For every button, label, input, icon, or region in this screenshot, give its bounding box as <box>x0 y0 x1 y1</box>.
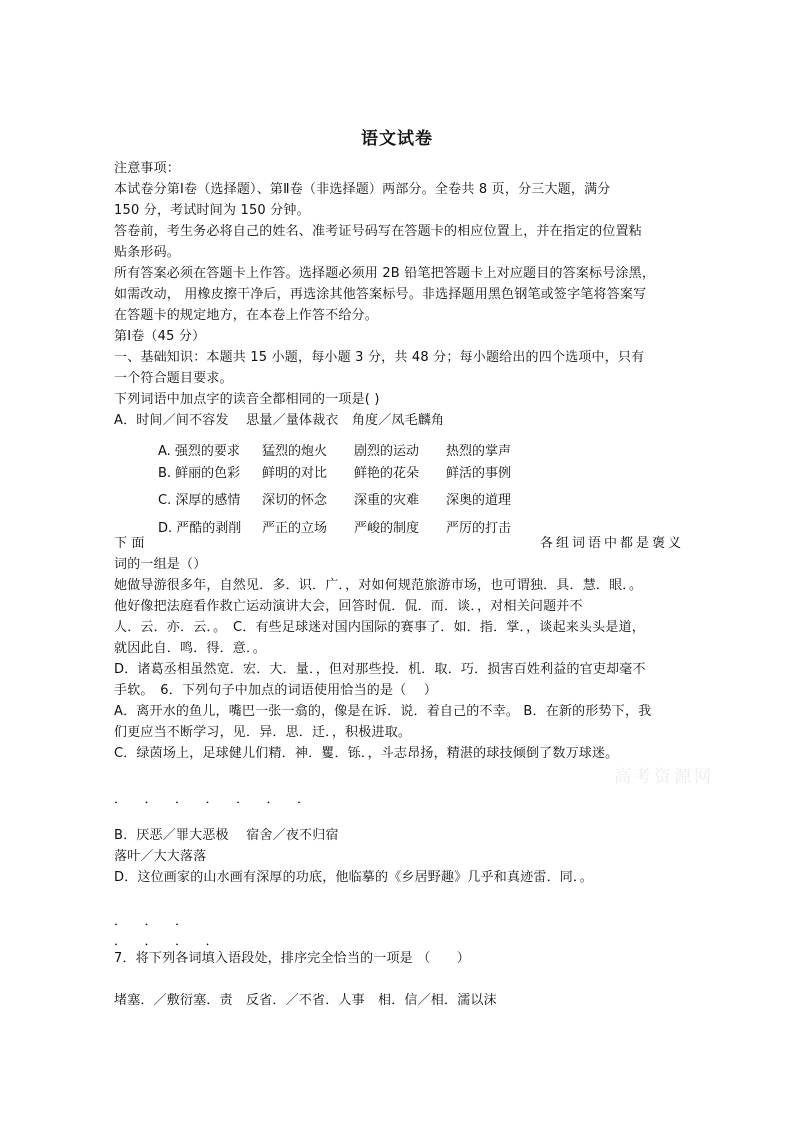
notice-line-1: 本试卷分第Ⅰ卷（选择题）、第Ⅱ卷（非选择题）两部分。全卷共 8 页，分三大题，满分 <box>114 182 611 197</box>
question-stem-right: 各组词语中都是褒义 <box>540 536 685 551</box>
watermark: 高考资源网 <box>614 767 714 787</box>
notice-line-7: 在答题卡的规定地方，在本卷上作答不给分。 <box>114 308 379 323</box>
question-stem-left: 下 面 <box>114 536 145 551</box>
question-1-stem: 下列词语中加点字的读音全都相同的一项是( ) <box>114 392 380 407</box>
question-item-1: 她做导游很多年，自然见．多．识．广．，对如何规范旅游市场，也可谓独．具．慧．眼．。 <box>114 578 643 593</box>
question-6-option-b-cont: 们更应当不断学习，见．异．思．迁．，积极进取。 <box>114 725 412 740</box>
part-one-instruction: 一、基础知识：本题共 15 小题，每小题 3 分，共 48 分；每小题给出的四个选项中，只有 <box>114 350 645 365</box>
option-b-3: 鲜艳的花朵 <box>354 466 420 481</box>
notice-line-3: 答卷前，考生务必将自己的姓名、准考证号码写在答题卡的相应位置上，并在指定的位置粘 <box>114 224 643 239</box>
part-one-instruction-cont: 一个符合题目要求。 <box>114 371 233 386</box>
question-option-b-line: B．厌恶／罪大恶极 宿舍／夜不归宿 <box>114 828 339 843</box>
notice-line-2: 150 分，考试时间为 150 分钟。 <box>114 203 310 218</box>
notice-line-6: 如需改动， 用橡皮擦干净后，再选涂其他答案标号。非选择题用黑色钢笔或签字笔将答案写 <box>114 287 647 302</box>
question-6-option-c: C．绿茵场上，足球健儿们精．神．矍．铄．，斗志昂扬，精湛的球技倾倒了数万球迷。 <box>114 746 619 761</box>
question-item-5: D．诸葛丞相虽然宽．宏．大．量．，但对那些投．机．取．巧．损害百姓利益的官吏却毫不 <box>114 662 646 677</box>
option-row-c <box>158 492 511 510</box>
question-6-option-d: D．这位画家的山水画有深厚的功底，他临摹的《乡居野趣》几乎和真迹雷．同．。 <box>114 870 593 885</box>
option-d-4: 严厉的打击 <box>446 521 512 536</box>
option-a-1: A. 强烈的要求 <box>158 444 240 459</box>
question-7-stem: 7．将下列各词填入语段处，排序完全恰当的一项是 （ ） <box>114 951 471 966</box>
notice-heading: 注意事项： <box>114 161 181 176</box>
option-d-3: 严峻的制度 <box>354 521 420 536</box>
question-6-stem: 手软。 6．下列句子中加点的词语使用恰当的是（ ） <box>114 683 438 698</box>
question-6-option-ab: A．离开水的鱼儿，嘴巴一张一翕的，像是在诉．说．着自己的不幸。 B．在新的形势下，我 <box>114 704 652 719</box>
question-7-words: 堵塞．／敷衍塞．责 反省．／不省．人事 相．信／相．濡以沫 <box>114 993 497 1008</box>
emphasis-dots-row-3: ．．．． <box>114 934 243 949</box>
section-heading: 第Ⅰ卷（45 分） <box>114 329 206 344</box>
option-b-1: B. 鲜丽的色彩 <box>158 466 241 481</box>
question-item-4: 就因此自．鸣．得．意．。 <box>114 641 266 656</box>
option-d-2: 严正的立场 <box>262 521 328 536</box>
option-a-3: 剧烈的运动 <box>354 444 420 459</box>
option-row-a <box>158 443 511 461</box>
option-c-2: 深切的怀念 <box>262 493 328 508</box>
option-c-1: C. 深厚的感情 <box>158 493 241 508</box>
notice-line-5: 所有答案必须在答题卡上作答。选择题必须用 2B 铅笔把答题卡上对应题目的答案标号涂黑， <box>114 266 656 281</box>
question-1-option-a: A．时间／间不容发 思量／量体裁衣 角度／凤毛麟角 <box>114 413 445 428</box>
question-item-2: 他好像把法庭看作救亡运动演讲大会，回答时侃．侃．而．谈．，对相关问题并不 <box>114 599 583 614</box>
emphasis-dots-row-2: ．．． <box>114 914 213 929</box>
option-d-1: D. 严酷的剥削 <box>158 521 242 536</box>
page-title: 语文试卷 <box>361 129 433 149</box>
question-option-b-cont: 落叶／大大落落 <box>114 849 207 864</box>
option-a-4: 热烈的掌声 <box>446 444 512 459</box>
notice-line-4: 贴条形码。 <box>114 245 181 260</box>
option-c-3: 深重的灾难 <box>354 493 420 508</box>
question-item-3: 人．云．亦．云．。 C．有些足球迷对国内国际的赛事了．如．指．掌．，谈起来头头是道， <box>114 620 645 635</box>
emphasis-dots-row-1: ．．．．．．． <box>114 792 335 807</box>
option-c-4: 深奥的道理 <box>446 493 512 508</box>
option-row-d <box>158 520 511 538</box>
option-b-4: 鲜活的事例 <box>446 466 512 481</box>
option-b-2: 鲜明的对比 <box>262 466 328 481</box>
question-stem-cont: 词的一组是（） <box>114 557 207 572</box>
option-a-2: 猛烈的炮火 <box>262 444 328 459</box>
option-row-b <box>158 465 511 483</box>
